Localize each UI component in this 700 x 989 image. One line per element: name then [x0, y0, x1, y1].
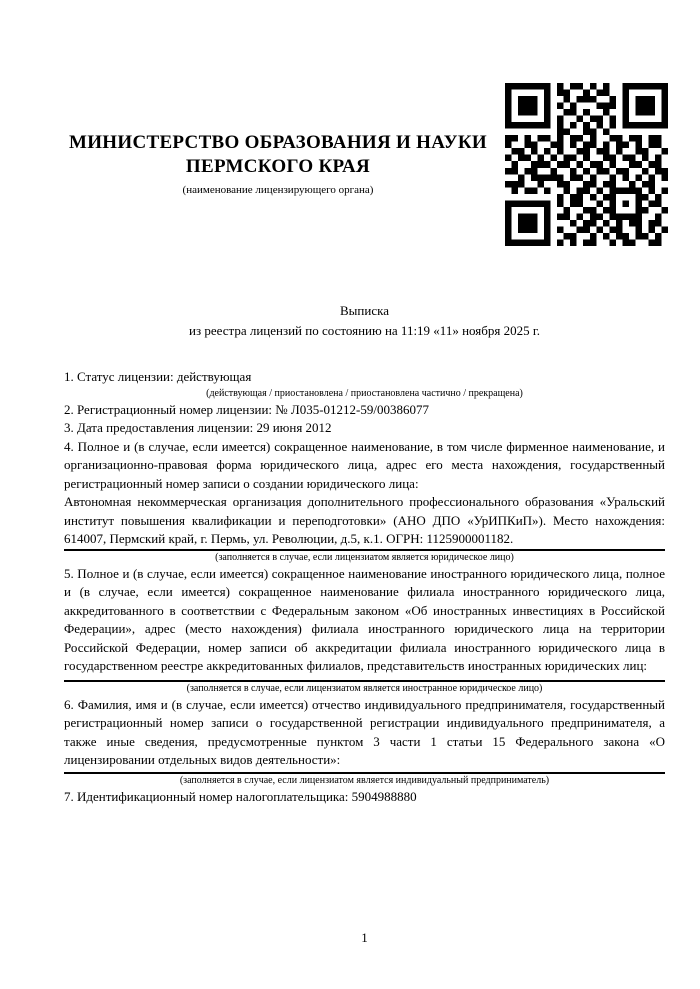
- title-line2: из реестра лицензий по состоянию на 11:19 «11» ноября 2025 г.: [189, 322, 540, 338]
- title-line1: Выписка: [340, 303, 389, 318]
- item-5-question: 5. Полное и (в случае, если имеется) сокращенное наименование иностранного юридического лица, полное и (в случае, если имеется) сокращенное наименование филиала иностранного юридического лица, аккредитованного в соответствии с Федеральным законом «Об иностранных инвестициях в Российской Федерации», адрес (место нахождения) филиала иностранного юридического лица на территории Российской Федерации, номер записи об аккредитации филиала иностранного юридического лица в государственном реестре аккредитованных филиалов, представительств иностранных юридических лиц:: [64, 565, 665, 673]
- item-7-taxpayer-number: 7. Идентификационный номер налогоплательщика: 5904988880: [64, 788, 417, 804]
- item-4-question: 4. Полное и (в случае, если имеется) сокращенное наименование, в том числе фирменное наименование, и организационно-правовая форма юридического лица, адрес его места нахождения, государственный регистрационный номер записи о создании юридического лица:: [64, 438, 665, 491]
- item-1-caption: (действующая / приостановлена / приостановлена частично / прекращена): [206, 387, 523, 399]
- item-3-grant-date: 3. Дата предоставления лицензии: 29 июня 2012: [64, 420, 332, 435]
- document-title: [64, 301, 665, 340]
- item-6-caption: (заполняется в случае, если лицензиатом является индивидуальный предприниматель): [179, 774, 550, 786]
- item-5-caption: (заполняется в случае, если лицензиатом является иностранное юридическое лицо): [186, 682, 543, 694]
- item-2-registration-number: 2. Регистрационный номер лицензии: № Л035-01212-59/00386077: [64, 401, 430, 417]
- item-6-question: 6. Фамилия, имя и (в случае, если имеется) отчество индивидуального предпринимателя, государственный регистрационный номер записи о государственной регистрации индивидуального предпринимателя, а также иные сведения, предусмотренные пунктом 3 части 1 статьи 15 Федерального закона «О лицензировании отдельных видов деятельности»:: [64, 696, 665, 767]
- ministry-name-line2: ПЕРМСКОГО КРАЯ: [185, 155, 371, 177]
- qr-code-image: [505, 83, 668, 246]
- qr-code: [505, 83, 668, 246]
- ministry-name-line1: МИНИСТЕРСТВО ОБРАЗОВАНИЯ И НАУКИ: [68, 132, 488, 153]
- document-body: [64, 368, 665, 806]
- ministry-name-caption: (наименование лицензирующего органа): [182, 184, 374, 196]
- item-4-answer: Автономная некоммерческая организация дополнительного профессионального образования «Уральский институт повышения квалификации и переподготовки» (АНО ДПО «УрИПКиП»). Место нахождения: 614007, Пермский край, г. Пермь, ул. Революции, д.5, к.1. ОГРН: 1125900001182.: [64, 494, 665, 546]
- page-number: 1: [361, 930, 368, 945]
- item-4-caption: (заполняется в случае, если лицензиатом является юридическое лицо): [215, 551, 514, 563]
- item-1-license-status: 1. Статус лицензии: действующая: [64, 369, 252, 384]
- ministry-header: [64, 131, 492, 197]
